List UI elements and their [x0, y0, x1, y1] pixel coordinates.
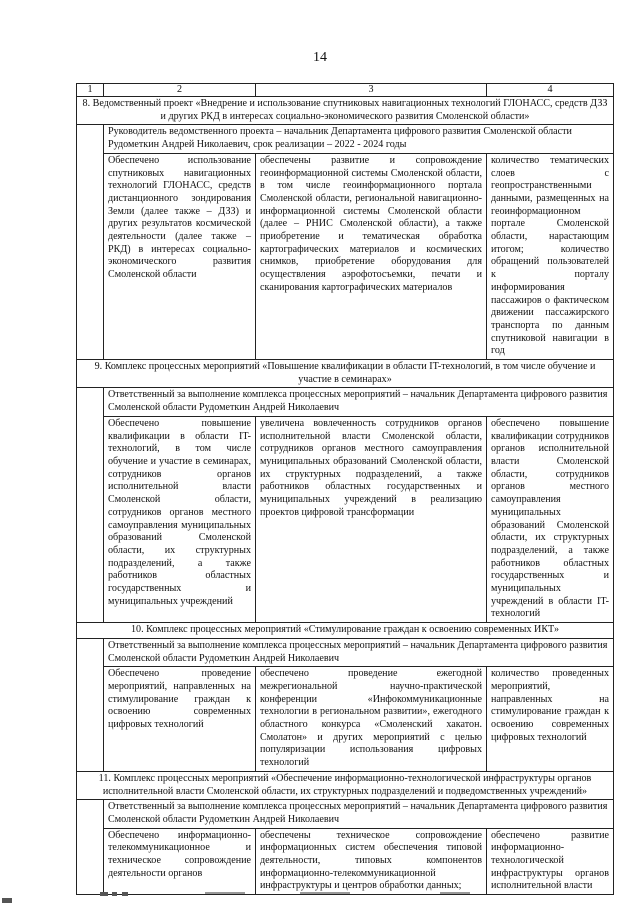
scan-marks: [0, 892, 640, 905]
scan-mark: [2, 898, 12, 903]
effect-cell: обеспечено проведение ежегодной межрегиональной научно-практической конференции «Инфокоммуникационные технологии в региональном развитии», ежегодного областного конкурса «Смоленский хакатон. Смолатон» и других мероприятий с целью популяризации использования цифровых технологий: [256, 667, 487, 772]
page-number: 14: [313, 50, 327, 65]
indicator-cell: количество проведенных мероприятий, направленных на стимулирование граждан к освоению современных цифровых технологий: [487, 667, 614, 772]
responsible-person: Ответственный за выполнение комплекса процессных мероприятий – начальник Департамента цифрового развития Смоленской области Рудометкин Андрей Николаевич: [104, 638, 614, 666]
column-number: 2: [104, 84, 256, 97]
empty-cell: [77, 388, 104, 416]
effect-cell: обеспечены техническое сопровождение информационных систем обеспечения типовой деятельности, типовых компонентов информационно-телекоммуникационной инфраструктуры и центров обработки данных;: [256, 828, 487, 895]
indicator-cell: обеспечено повышение квалификации сотрудников органов исполнительной власти Смоленской области, сотрудников органов местного самоуправления муниципальных образований Смоленской области, их структурных подразделений, а также работников областных государственных и муниципальных учреждений в области IT-технологий: [487, 416, 614, 622]
effect-cell: обеспечены развитие и сопровождение геоинформационной системы Смоленской области, в том числе геоинформационного портала Смоленской области, региональной навигационно-информационной системы Смоленской области (далее – РНИС Смоленской области), а также приобретение и тематическая обработка картографических материалов и космических снимков, приобретение оборудования для осуществления аэрофотосъемки, печати и сканирования картографических материалов: [256, 153, 487, 359]
empty-cell: [77, 828, 104, 895]
effect-cell: увеличена вовлеченность сотрудников органов исполнительной власти Смоленской области, сотрудников органов местного самоуправления муниципальных образований Смоленской области, их структурных подразделений, а также работников областных государственных и муниципальных учреждений в реализацию проектов цифровой трансформации: [256, 416, 487, 622]
task-cell: Обеспечено повышение квалификации в области IT-технологий, в том числе обучение и участие в семинарах, сотрудников органов исполнительной власти Смоленской области, сотрудников органов местного самоуправления муниципальных образований Смоленской области, их структурных подразделений, а также работников областных государственных и муниципальных учреждений: [104, 416, 256, 622]
scan-mark: [440, 892, 470, 894]
section-title: 10. Комплекс процессных мероприятий «Стимулирование граждан к освоению современных ИКТ»: [77, 623, 614, 639]
indicator-cell: количество тематических слоев с геопространственными данными, размещенных на геоинформационном портале Смоленской области, нарастающим итогом; количество обращений пользователей к порталу информирования пассажиров о фактическом движении пассажирского транспорта по данным спутниковой навигации в год: [487, 153, 614, 359]
scan-mark: [300, 892, 350, 894]
column-number: 4: [487, 84, 614, 97]
scan-mark: [122, 892, 128, 896]
empty-cell: [77, 800, 104, 828]
column-number: 1: [77, 84, 104, 97]
empty-cell: [77, 125, 104, 153]
indicator-cell: обеспечено развитие информационно-технологической инфраструктуры органов исполнительной власти: [487, 828, 614, 895]
task-cell: Обеспечено использование спутниковых навигационных технологий ГЛОНАСС, средств дистанционного зондирования Земли (далее также – ДЗЗ) и других результатов космической деятельности (далее также – РКД) в интересах социально-экономического развития Смоленской области: [104, 153, 256, 359]
column-numbers-row: [77, 84, 614, 97]
empty-cell: [77, 667, 104, 772]
empty-cell: [77, 416, 104, 622]
task-cell: Обеспечено информационно-телекоммуникационное и техническое сопровождение деятельности органов: [104, 828, 256, 895]
task-cell: Обеспечено проведение мероприятий, направленных на стимулирование граждан к освоению современных цифровых технологий: [104, 667, 256, 772]
responsible-person: Руководитель ведомственного проекта – начальник Департамента цифрового развития Смоленской области Рудометкин Андрей Николаевич, срок реализации – 2022 - 2024 годы: [104, 125, 614, 153]
scan-mark: [112, 892, 117, 896]
section-title: 8. Ведомственный проект «Внедрение и использование спутниковых навигационных технологий ГЛОНАСС, средств ДЗЗ и других РКД в интересах социально-экономического развития Смоленской области»: [77, 97, 614, 125]
responsible-person: Ответственный за выполнение комплекса процессных мероприятий – начальник Департамента цифрового развития Смоленской области Рудометкин Андрей Николаевич: [104, 800, 614, 828]
empty-cell: [77, 153, 104, 359]
section-title: 9. Комплекс процессных мероприятий «Повышение квалификации в области IT-технологий, в том числе обучение и участие в семинарах»: [77, 360, 614, 388]
column-number: 3: [256, 84, 487, 97]
section-title: 11. Комплекс процессных мероприятий «Обеспечение информационно-технологической инфраструктуры органов исполнительной власти Смоленской области, их структурных подразделений и подведомственных учреждений»: [77, 771, 614, 799]
scan-mark: [100, 892, 108, 896]
empty-cell: [77, 638, 104, 666]
scan-mark: [205, 892, 245, 894]
responsible-person: Ответственный за выполнение комплекса процессных мероприятий – начальник Департамента цифрового развития Смоленской области Рудометкин Андрей Николаевич: [104, 388, 614, 416]
goals-table: [76, 83, 613, 895]
